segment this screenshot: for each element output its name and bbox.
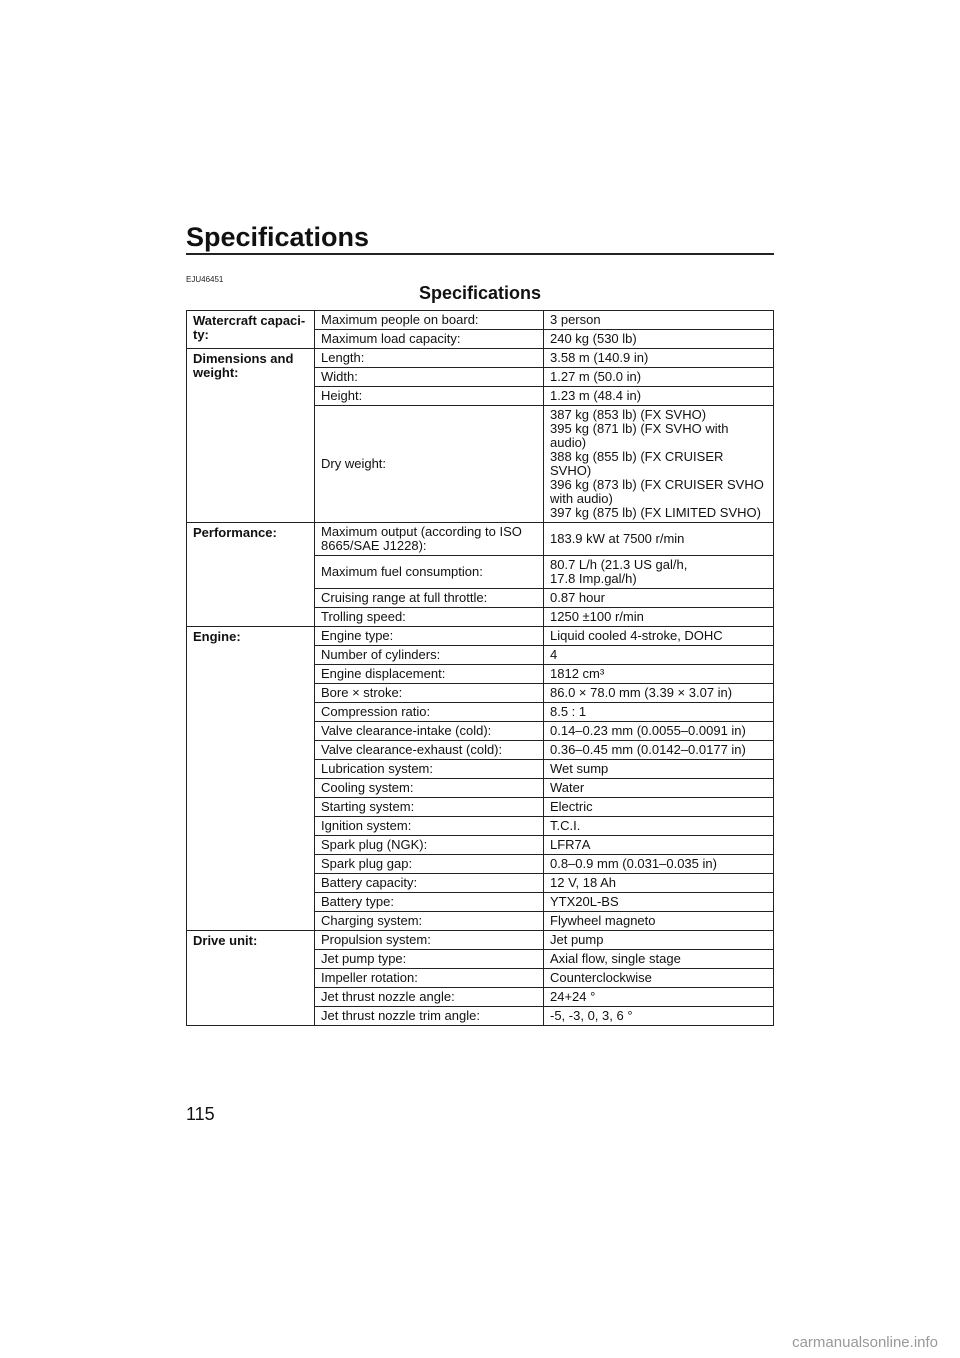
spec-value: Water xyxy=(544,779,774,798)
spec-value: 240 kg (530 lb) xyxy=(544,330,774,349)
spec-value: 387 kg (853 lb) (FX SVHO) 395 kg (871 lb) (FX SVHO with audio) 388 kg (855 lb) (FX CRUISER SVHO) 396 kg (873 lb) (FX CRUISER SVHO with audio) 397 kg (875 lb) (FX LIMITED SVHO) xyxy=(544,406,774,523)
spec-value: Jet pump xyxy=(544,931,774,950)
spec-value: 1.23 m (48.4 in) xyxy=(544,387,774,406)
header-divider xyxy=(186,253,774,255)
spec-value: 0.8–0.9 mm (0.031–0.035 in) xyxy=(544,855,774,874)
spec-item: Length: xyxy=(315,349,544,368)
spec-row xyxy=(187,311,774,330)
spec-value: YTX20L-BS xyxy=(544,893,774,912)
page-header-title: Specifications xyxy=(186,222,370,252)
spec-item: Impeller rotation: xyxy=(315,969,544,988)
spec-item: Height: xyxy=(315,387,544,406)
spec-item: Engine displacement: xyxy=(315,665,544,684)
spec-value: 24+24 ° xyxy=(544,988,774,1007)
page-number: 115 xyxy=(186,1104,215,1124)
spec-value: 12 V, 18 Ah xyxy=(544,874,774,893)
spec-row xyxy=(187,349,774,368)
spec-item: Lubrication system: xyxy=(315,760,544,779)
spec-item: Number of cylinders: xyxy=(315,646,544,665)
section-title: Specifications xyxy=(418,283,542,303)
spec-item: Spark plug gap: xyxy=(315,855,544,874)
spec-value: T.C.I. xyxy=(544,817,774,836)
spec-item: Width: xyxy=(315,368,544,387)
spec-value: Electric xyxy=(544,798,774,817)
spec-row xyxy=(187,523,774,556)
spec-item: Maximum output (according to ISO 8665/SAE J1228): xyxy=(315,523,544,556)
spec-item: Charging system: xyxy=(315,912,544,931)
spec-value: Wet sump xyxy=(544,760,774,779)
spec-category: Dimensions and weight: xyxy=(187,349,315,523)
specifications-table xyxy=(186,310,774,1026)
spec-value: Axial flow, single stage xyxy=(544,950,774,969)
spec-item: Trolling speed: xyxy=(315,608,544,627)
spec-item: Dry weight: xyxy=(315,406,544,523)
spec-value: 8.5 : 1 xyxy=(544,703,774,722)
spec-item: Maximum fuel consumption: xyxy=(315,556,544,589)
spec-item: Jet pump type: xyxy=(315,950,544,969)
watermark[interactable]: carmanualsonline.info xyxy=(792,1334,938,1351)
spec-value: Flywheel magneto xyxy=(544,912,774,931)
spec-value: 0.36–0.45 mm (0.0142–0.0177 in) xyxy=(544,741,774,760)
spec-value: 1250 ±100 r/min xyxy=(544,608,774,627)
spec-item: Jet thrust nozzle trim angle: xyxy=(315,1007,544,1026)
spec-item: Ignition system: xyxy=(315,817,544,836)
spec-value: 86.0 × 78.0 mm (3.39 × 3.07 in) xyxy=(544,684,774,703)
spec-item: Bore × stroke: xyxy=(315,684,544,703)
spec-item: Battery type: xyxy=(315,893,544,912)
spec-value: -5, -3, 0, 3, 6 ° xyxy=(544,1007,774,1026)
spec-value: 1.27 m (50.0 in) xyxy=(544,368,774,387)
spec-value: 3 person xyxy=(544,311,774,330)
spec-value: 4 xyxy=(544,646,774,665)
spec-value: Liquid cooled 4-stroke, DOHC xyxy=(544,627,774,646)
section-code: EJU46451 xyxy=(186,275,224,284)
spec-category: Watercraft capaci-ty: xyxy=(187,311,315,349)
spec-value: 1812 cm³ xyxy=(544,665,774,684)
spec-item: Valve clearance-intake (cold): xyxy=(315,722,544,741)
spec-item: Cruising range at full throttle: xyxy=(315,589,544,608)
spec-item: Battery capacity: xyxy=(315,874,544,893)
spec-value: 183.9 kW at 7500 r/min xyxy=(544,523,774,556)
spec-value: 0.14–0.23 mm (0.0055–0.0091 in) xyxy=(544,722,774,741)
spec-item: Propulsion system: xyxy=(315,931,544,950)
spec-item: Valve clearance-exhaust (cold): xyxy=(315,741,544,760)
spec-value: LFR7A xyxy=(544,836,774,855)
spec-value: 80.7 L/h (21.3 US gal/h, 17.8 Imp.gal/h) xyxy=(544,556,774,589)
spec-value: 0.87 hour xyxy=(544,589,774,608)
spec-category: Engine: xyxy=(187,627,315,931)
spec-item: Compression ratio: xyxy=(315,703,544,722)
spec-item: Cooling system: xyxy=(315,779,544,798)
spec-row xyxy=(187,931,774,950)
spec-item: Spark plug (NGK): xyxy=(315,836,544,855)
spec-row xyxy=(187,627,774,646)
spec-value: 3.58 m (140.9 in) xyxy=(544,349,774,368)
spec-item: Starting system: xyxy=(315,798,544,817)
spec-category: Drive unit: xyxy=(187,931,315,1026)
spec-item: Jet thrust nozzle angle: xyxy=(315,988,544,1007)
spec-item: Maximum load capacity: xyxy=(315,330,544,349)
spec-value: Counterclockwise xyxy=(544,969,774,988)
spec-item: Engine type: xyxy=(315,627,544,646)
spec-item: Maximum people on board: xyxy=(315,311,544,330)
spec-category: Performance: xyxy=(187,523,315,627)
